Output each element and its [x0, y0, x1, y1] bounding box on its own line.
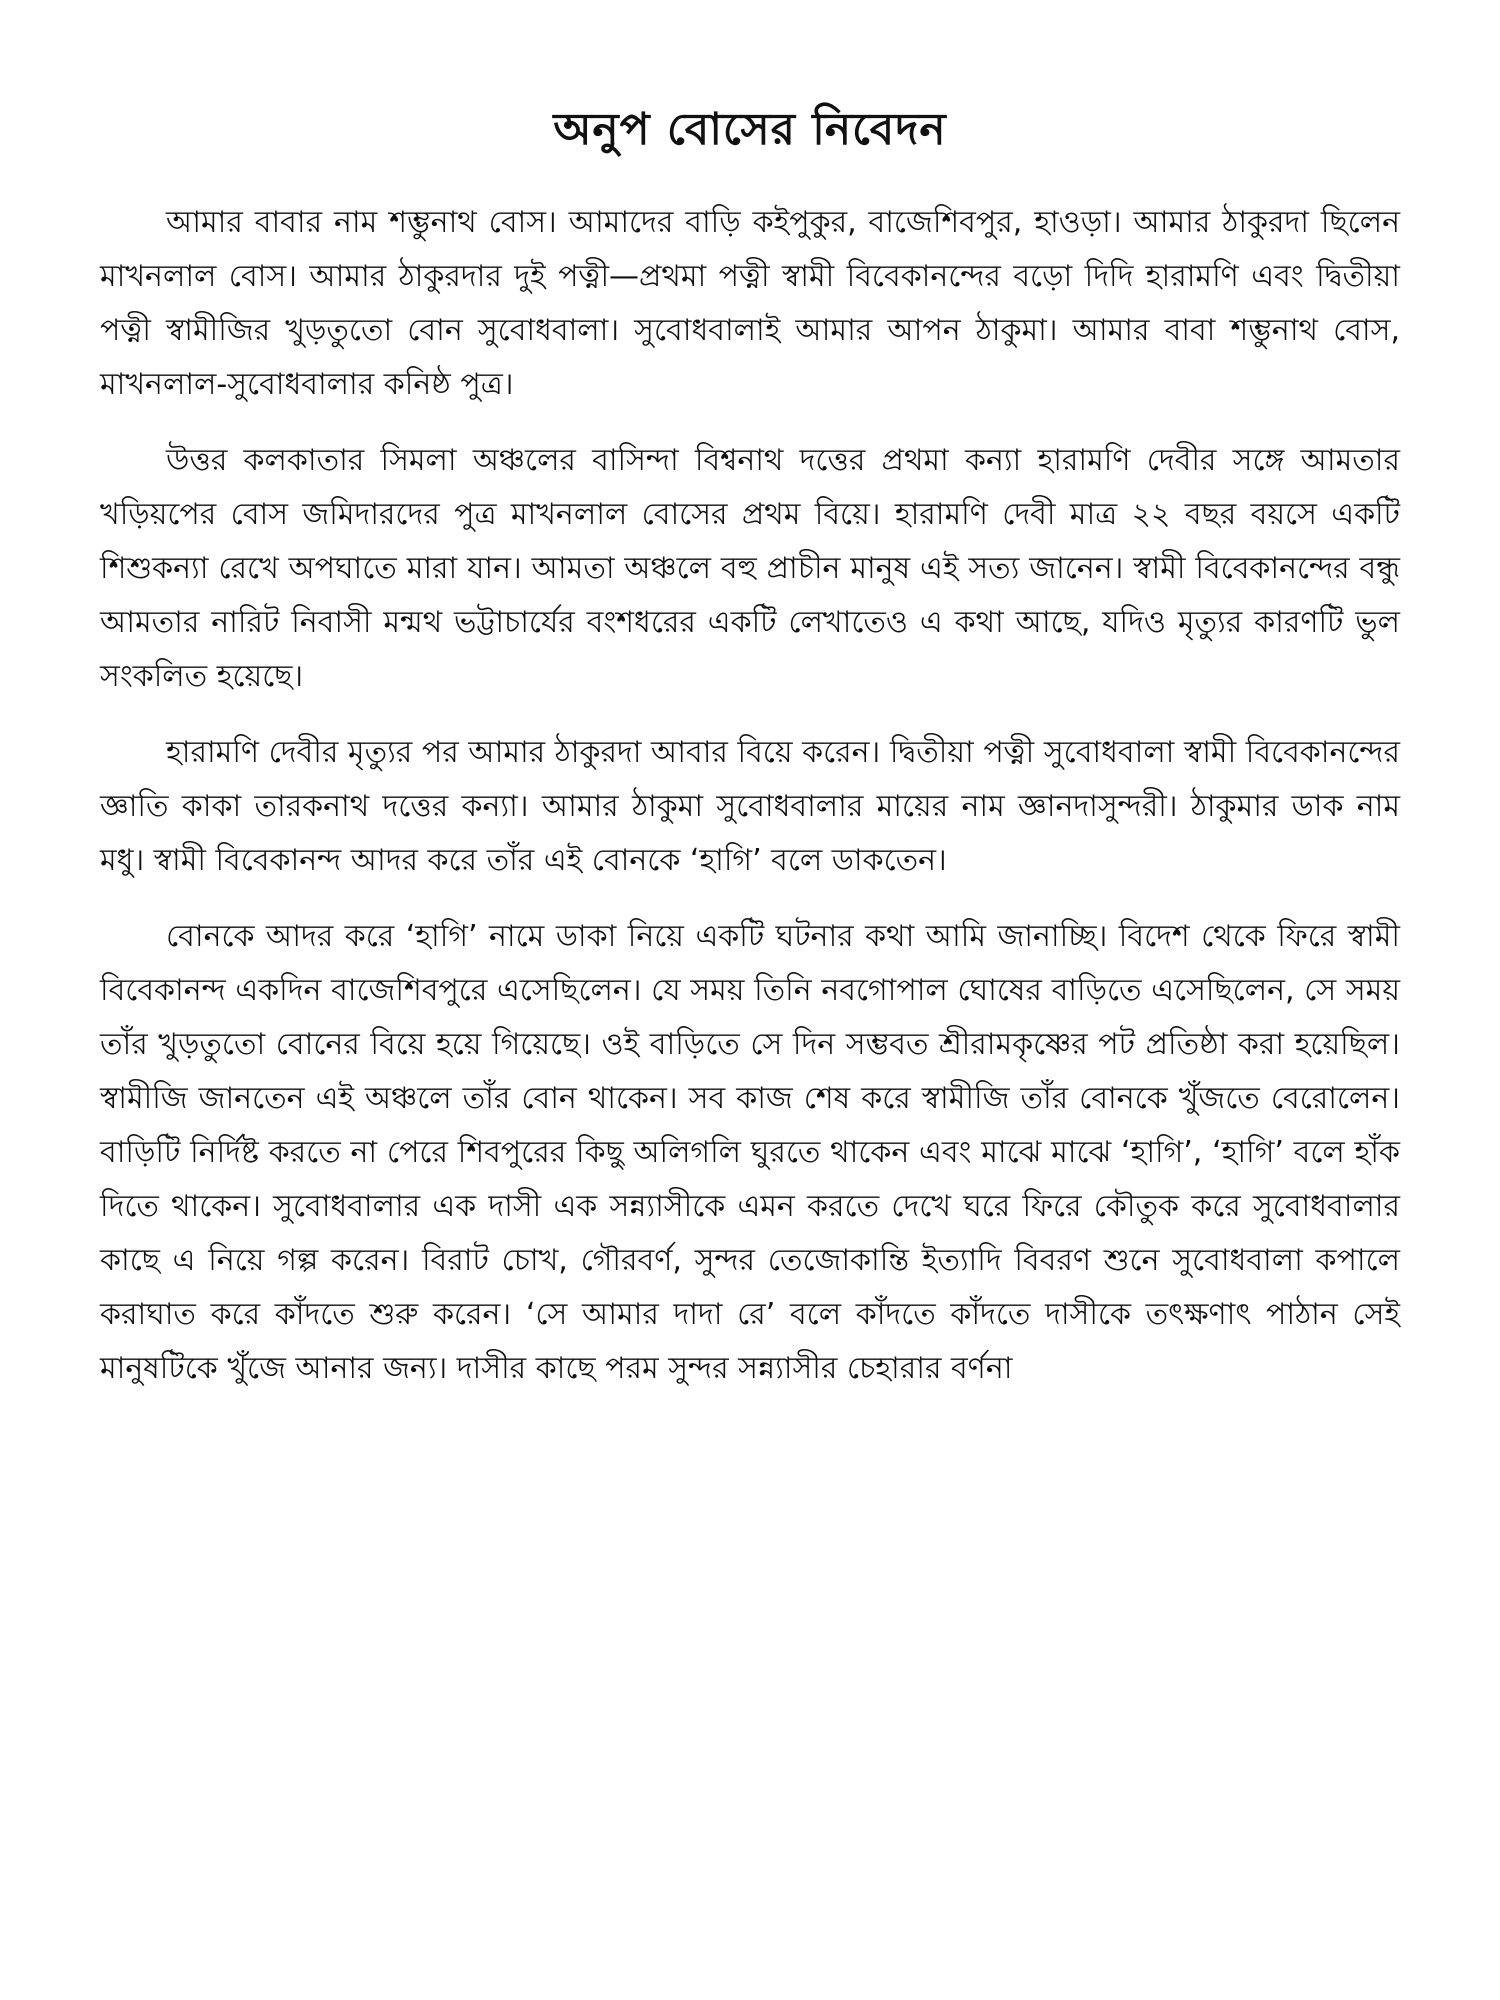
paragraph-2: উত্তর কলকাতার সিমলা অঞ্চলের বাসিন্দা বিশ্বনাথ দত্তের প্রথমা কন্যা হারামণি দেবীর সঙ্গে আমতার খড়িয়পের বোস জমিদারদের পুত্র মাখনলাল বোসের প্রথম বিয়ে। হারামণি দেবী মাত্র ২২ বছর বয়সে একটি শিশুকন্যা রেখে অপঘাতে মারা যান। আমতা অঞ্চলে বহু প্রাচীন মানুষ এই সত্য জানেন। স্বামী বিবেকানন্দের বন্ধু আমতার নারিট নিবাসী মন্মথ ভট্টাচার্যের বংশধরের একটি লেখাতেও এ কথা আছে, যদিও মৃত্যুর কারণটি ভুল সংকলিত হয়েছে।	[100, 443, 1400, 694]
paragraph-3: হারামণি দেবীর মৃত্যুর পর আমার ঠাকুরদা আবার বিয়ে করেন। দ্বিতীয়া পত্নী সুবোধবালা স্বামী বিবেকানন্দের জ্ঞাতি কাকা তারকনাথ দত্তের কন্যা। আমার ঠাকুমা সুবোধবালার মায়ের নাম জ্ঞানদাসুন্দরী। ঠাকুমার ডাক নাম মধু। স্বামী বিবেকানন্দ আদর করে তাঁর এই বোনকে ‘হাগি’ বলে ডাকতেন।	[100, 735, 1400, 878]
paragraph-4: বোনকে আদর করে ‘হাগি’ নামে ডাকা নিয়ে একটি ঘটনার কথা আমি জানাচ্ছি। বিদেশ থেকে ফিরে স্বামী বিবেকানন্দ একদিন বাজেশিবপুরে এসেছিলেন। যে সময় তিনি নবগোপাল ঘোষের বাড়িতে এসেছিলেন, সে সময় তাঁর খুড়তুতো বোনের বিয়ে হয়ে গিয়েছে। ওই বাড়িতে সে দিন সম্ভবত শ্রীরামকৃষ্ণের পট প্রতিষ্ঠা করা হয়েছিল। স্বামীজি জানতেন এই অঞ্চলে তাঁর বোন থাকেন। সব কাজ শেষ করে স্বামীজি তাঁর বোনকে খুঁজতে বেরোলেন। বাড়িটি নির্দিষ্ট করতে না পেরে শিবপুরের কিছু অলিগলি ঘুরতে থাকেন এবং মাঝে মাঝে ‘হাগি’, ‘হাগি’ বলে হাঁক দিতে থাকেন। সুবোধবালার এক দাসী এক সন্ন্যাসীকে এমন করতে দেখে ঘরে ফিরে কৌতুক করে সুবোধবালার কাছে এ নিয়ে গল্প করেন। বিরাট চোখ, গৌরবর্ণ, সুন্দর তেজোকান্তি ইত্যাদি বিবরণ শুনে সুবোধবালা কপালে করাঘাত করে কাঁদতে শুরু করেন। ‘সে আমার দাদা রে’ বলে কাঁদতে কাঁদতে দাসীকে তৎক্ষণাৎ পাঠান সেই মানুষটিকে খুঁজে আনার জন্য। দাসীর কাছে পরম সুন্দর সন্ন্যাসীর চেহারার বর্ণনা	[100, 919, 1400, 1386]
paragraph-1: আমার বাবার নাম শম্ভুনাথ বোস। আমাদের বাড়ি কইপুকুর, বাজেশিবপুর, হাওড়া। আমার ঠাকুরদা ছিলেন মাখনলাল বোস। আমার ঠাকুরদার দুই পত্নী—প্রথমা পত্নী স্বামী বিবেকানন্দের বড়ো দিদি হারামণি এবং দ্বিতীয়া পত্নী স্বামীজির খুড়তুতো বোন সুবোধবালা। সুবোধবালাই আমার আপন ঠাকুমা। আমার বাবা শম্ভুনাথ বোস, মাখনলাল-সুবোধবালার কনিষ্ঠ পুত্র।	[100, 205, 1400, 402]
document-title: অনুপ বোসের নিবেদন	[553, 104, 947, 155]
